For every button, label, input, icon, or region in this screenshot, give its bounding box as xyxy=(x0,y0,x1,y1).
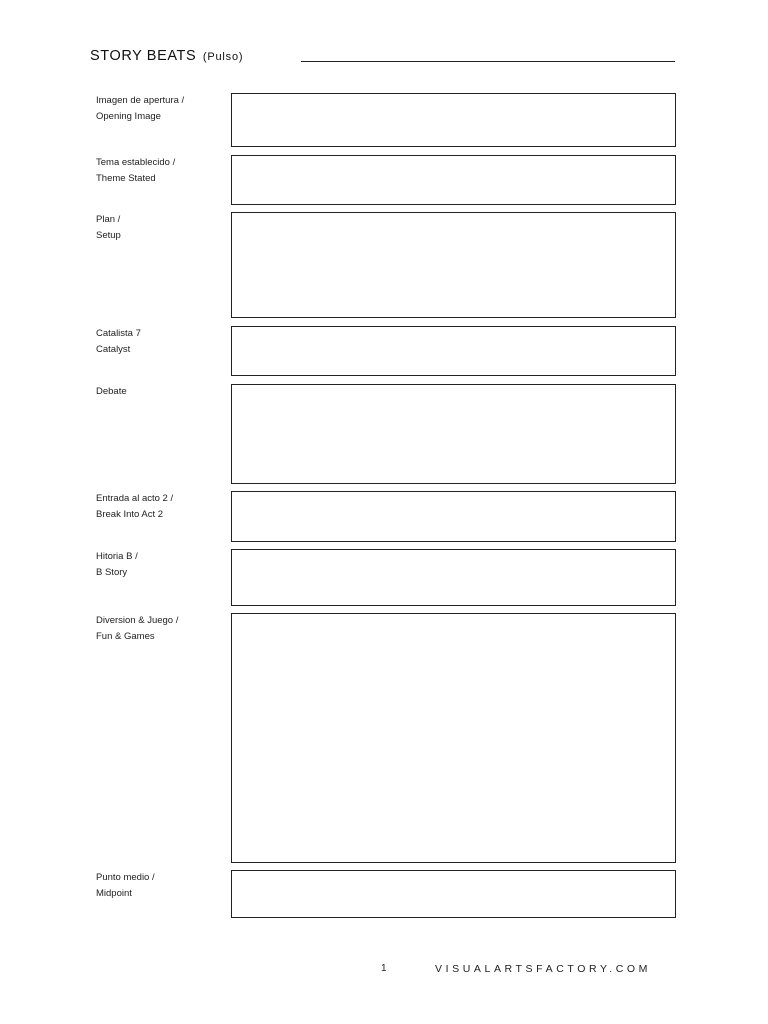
beat-label xyxy=(96,384,226,400)
page-subtitle: (Pulso) xyxy=(202,51,244,63)
beat-input-box[interactable] xyxy=(231,212,676,318)
beat-label-es: Punto medio / xyxy=(96,872,155,883)
website-link[interactable]: VISUALARTSFACTORY.COM xyxy=(435,963,652,975)
beat-label-en: B Story xyxy=(96,566,128,578)
beat-label-es: Debate xyxy=(96,386,127,397)
page-header xyxy=(90,48,678,72)
beat-label-es: Diversion & Juego / xyxy=(96,615,179,626)
beat-label-es: Plan / xyxy=(96,214,121,225)
beat-input-box[interactable] xyxy=(231,613,676,863)
beat-label xyxy=(96,613,226,644)
beat-label xyxy=(96,870,226,901)
beat-label-es: Hitoria B / xyxy=(96,551,138,562)
beat-label-en: Break Into Act 2 xyxy=(96,508,164,520)
beat-label-es: Tema establecido / xyxy=(96,157,176,168)
beat-label xyxy=(96,491,226,522)
beat-label xyxy=(96,93,226,124)
beat-input-box[interactable] xyxy=(231,93,676,147)
beat-input-box[interactable] xyxy=(231,549,676,606)
title-text: STORY BEATS xyxy=(90,48,197,64)
beat-label-en: Setup xyxy=(96,229,121,241)
beat-label xyxy=(96,155,226,186)
beat-input-box[interactable] xyxy=(231,326,676,376)
beat-label xyxy=(96,212,226,243)
beat-label-es: Entrada al acto 2 / xyxy=(96,493,174,504)
beat-label-es: Catalista 7 xyxy=(96,328,141,339)
beat-input-box[interactable] xyxy=(231,491,676,542)
beat-label-en: Catalyst xyxy=(96,343,131,355)
beat-label-es: Imagen de apertura / xyxy=(96,95,185,106)
beat-input-box[interactable] xyxy=(231,384,676,484)
beat-label xyxy=(96,549,226,580)
beat-label-en: Fun & Games xyxy=(96,630,155,642)
beat-input-box[interactable] xyxy=(231,155,676,205)
beat-label-en: Midpoint xyxy=(96,887,132,899)
beat-label-en: Theme Stated xyxy=(96,172,156,184)
header-rule xyxy=(301,61,675,62)
page-title xyxy=(90,48,243,64)
page-number: 1 xyxy=(381,963,387,974)
beat-input-box[interactable] xyxy=(231,870,676,918)
beat-label-en: Opening Image xyxy=(96,110,161,122)
beat-label xyxy=(96,326,226,357)
